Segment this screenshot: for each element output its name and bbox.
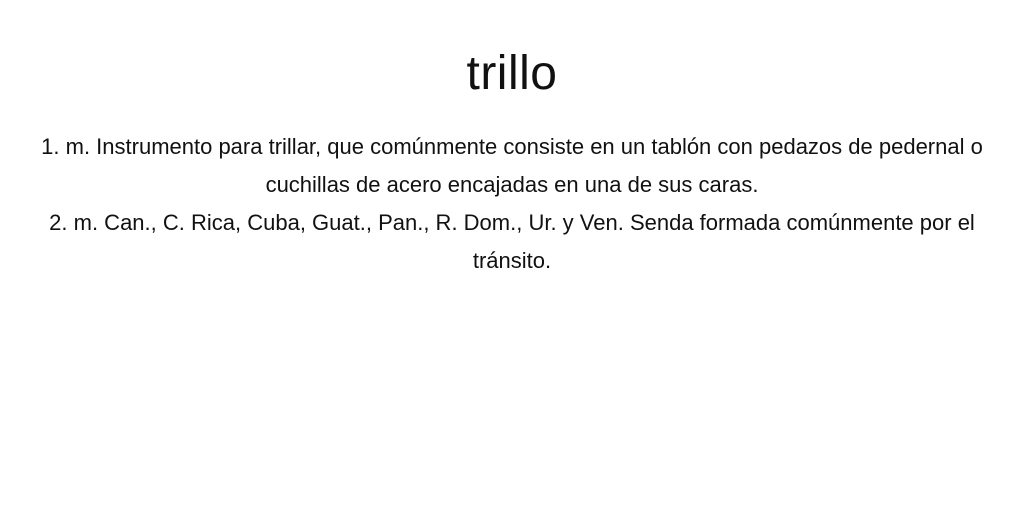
definition-1: 1. m. Instrumento para trillar, que comúnmente consiste en un tablón con pedazos de pedernal o cuchillas de acero encajadas en una de sus caras.	[41, 134, 983, 197]
definition-2: 2. m. Can., C. Rica, Cuba, Guat., Pan., R. Dom., Ur. y Ven. Senda formada comúnmente por el tránsito.	[49, 210, 975, 273]
entry-word: trillo	[466, 47, 558, 100]
definition-list	[40, 128, 984, 280]
